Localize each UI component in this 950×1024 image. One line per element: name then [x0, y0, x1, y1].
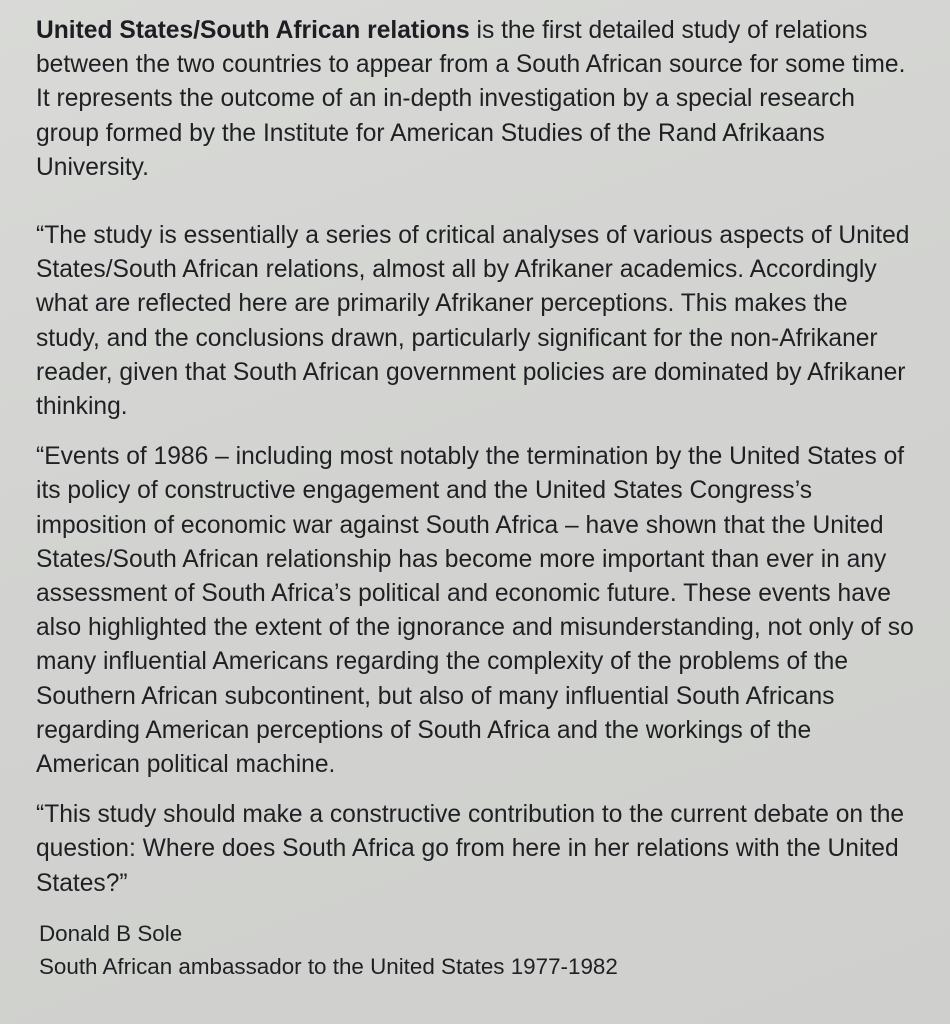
attribution: [39, 917, 918, 983]
back-cover-text: [36, 14, 918, 983]
quote-paragraph-1: “The study is essentially a series of critical analyses of various aspects of United States/South African relations, almost all by Afrikaner academics. Accordingly what are reflected here are primarily Afrikaner perceptions. This makes the study, and the conclusions drawn, particularly significant for the non-Afrikaner reader, given that South African government policies are dominated by Afrikaner thinking.: [36, 222, 910, 421]
author-role: South African ambassador to the United States 1977-1982: [39, 953, 618, 979]
author-name: Donald B Sole: [39, 920, 183, 946]
quote-paragraph-2: “Events of 1986 – including most notably the termination by the United States of its policy of constructive engagement and the United States Congress’s imposition of economic war against South Africa – have shown that the United States/South African relationship has become more important than ever in any assessment of South Africa’s political and economic future. These events have also highlighted the extent of the ignorance and misunderstanding, not only of so many influential Americans regarding the complexity of the problems of the Southern African subcontinent, but also of many influential South Africans regarding American perceptions of South Africa and the workings of the American political machine.: [36, 443, 914, 779]
quote-paragraph-3: “This study should make a constructive contribution to the current debate on the question: Where does South Africa go from here in her relations with the United States?”: [36, 801, 905, 897]
intro-text: is the first detailed study of relations between the two countries to appear from a South African source for some time. It represents the outcome of an in-depth investigation by a special research group formed by the Institute for American Studies of the Rand Afrikaans University.: [36, 17, 906, 181]
book-title: United States/South African relations: [36, 17, 470, 44]
intro-paragraph: [36, 14, 918, 185]
